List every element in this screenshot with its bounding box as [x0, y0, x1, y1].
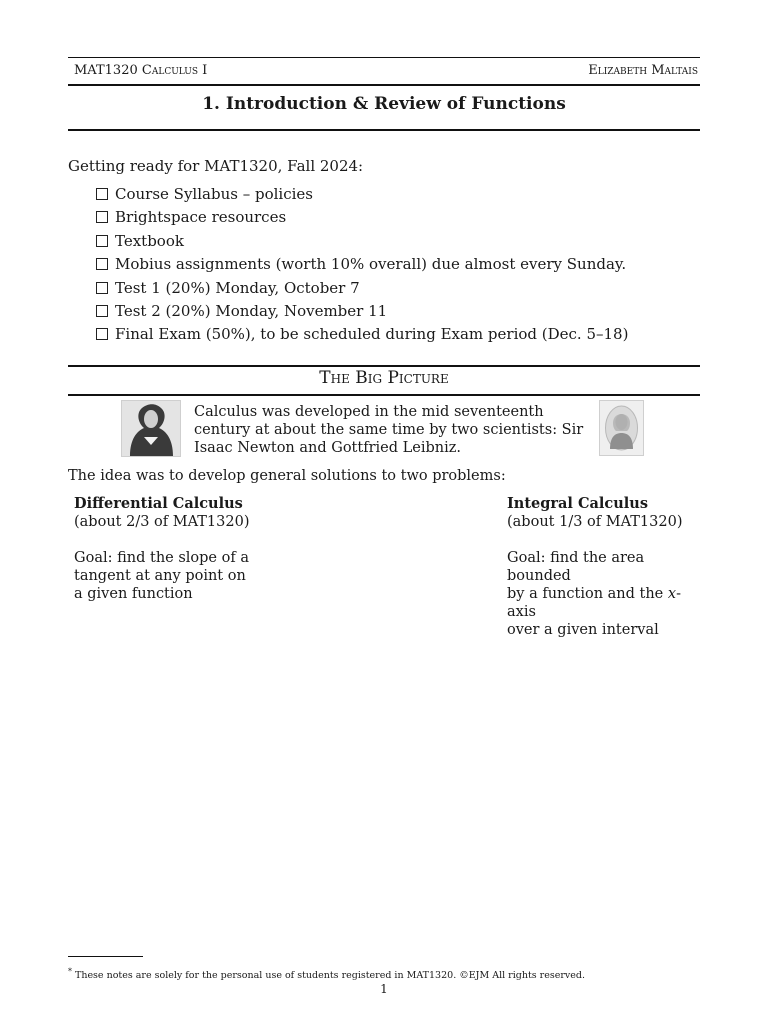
header-top-rule: [68, 57, 700, 58]
section-top-rule: [68, 365, 700, 367]
footnote: [68, 967, 585, 981]
newton-portrait: [599, 400, 644, 456]
checkbox-icon: [96, 328, 108, 340]
differential-share: (about 2/3 of MAT1320): [74, 514, 250, 530]
checklist-item-text: Final Exam (50%), to be scheduled during Exam period (Dec. 5–18): [115, 325, 629, 344]
integral-heading: Integral Calculus: [507, 495, 649, 512]
checklist-item-text: Test 1 (20%) Monday, October 7: [115, 278, 360, 297]
footnote-rule: [68, 956, 143, 957]
leibniz-portrait-icon: [122, 401, 180, 456]
checkbox-icon: [96, 235, 108, 247]
header-author: Elizabeth Maltais: [588, 63, 698, 78]
section-title: The Big Picture: [319, 368, 449, 388]
integral-share: (about 1/3 of MAT1320): [507, 514, 683, 530]
integral-goal-text: by a function and the: [507, 586, 668, 602]
title-rule: [68, 129, 700, 131]
differential-goal-line: tangent at any point on: [74, 568, 246, 584]
leibniz-portrait: [121, 400, 181, 457]
checkbox-icon: [96, 258, 108, 270]
differential-goal: [74, 549, 314, 603]
checklist-item-text: Test 2 (20%) Monday, November 11: [115, 301, 388, 320]
course-code: MAT1320: [74, 63, 138, 78]
integral-goal: [507, 549, 707, 639]
checklist-item: [96, 184, 628, 207]
footnote-text: These notes are solely for the personal use of students registered in MAT1320. ©EJM All rights reserved.: [74, 970, 585, 982]
integral-goal-line: [507, 585, 707, 621]
differential-calculus-column: [74, 495, 314, 603]
problems-intro: The idea was to develop general solutions to two problems:: [68, 468, 506, 484]
checklist-item: [96, 278, 628, 301]
integral-goal-line: over a given interval: [507, 622, 659, 638]
header-bottom-rule: [68, 84, 700, 86]
section-bottom-rule: [68, 394, 700, 396]
intro-text: Getting ready for MAT1320, Fall 2024:: [68, 157, 364, 175]
integral-goal-text: -axis: [507, 586, 681, 620]
differential-goal-line: Goal: find the slope of a: [74, 550, 249, 566]
integral-goal-line: Goal: find the area bounded: [507, 550, 645, 584]
newton-portrait-icon: [600, 401, 643, 455]
checklist-item: [96, 231, 628, 254]
header-course: [74, 63, 207, 78]
checklist-item-text: Textbook: [115, 231, 184, 250]
history-paragraph: Calculus was developed in the mid seventeenth century at about the same time by two scientists: Sir Isaac Newton and Gottfried Leibniz.: [194, 404, 584, 456]
checklist: [96, 184, 628, 348]
checkbox-icon: [96, 282, 108, 294]
integral-calculus-column: [507, 495, 707, 639]
checklist-item-text: Mobius assignments (worth 10% overall) due almost every Sunday.: [115, 255, 627, 274]
checkbox-icon: [96, 211, 108, 223]
checklist-item: [96, 254, 628, 277]
differential-heading: Differential Calculus: [74, 495, 243, 512]
footnote-marker: *: [68, 967, 72, 976]
course-name: Calculus I: [141, 63, 208, 78]
differential-goal-line: a given function: [74, 586, 193, 602]
checkbox-icon: [96, 188, 108, 200]
checklist-item: [96, 301, 628, 324]
page-title: 1. Introduction & Review of Functions: [202, 94, 566, 114]
checklist-item-text: Course Syllabus – policies: [115, 185, 313, 203]
page-number: 1: [380, 982, 388, 996]
math-variable-x: x: [667, 586, 677, 602]
checklist-item: [96, 324, 628, 347]
checklist-item-text: Brightspace resources: [115, 208, 287, 227]
checkbox-icon: [96, 305, 108, 317]
checklist-item: [96, 207, 628, 230]
